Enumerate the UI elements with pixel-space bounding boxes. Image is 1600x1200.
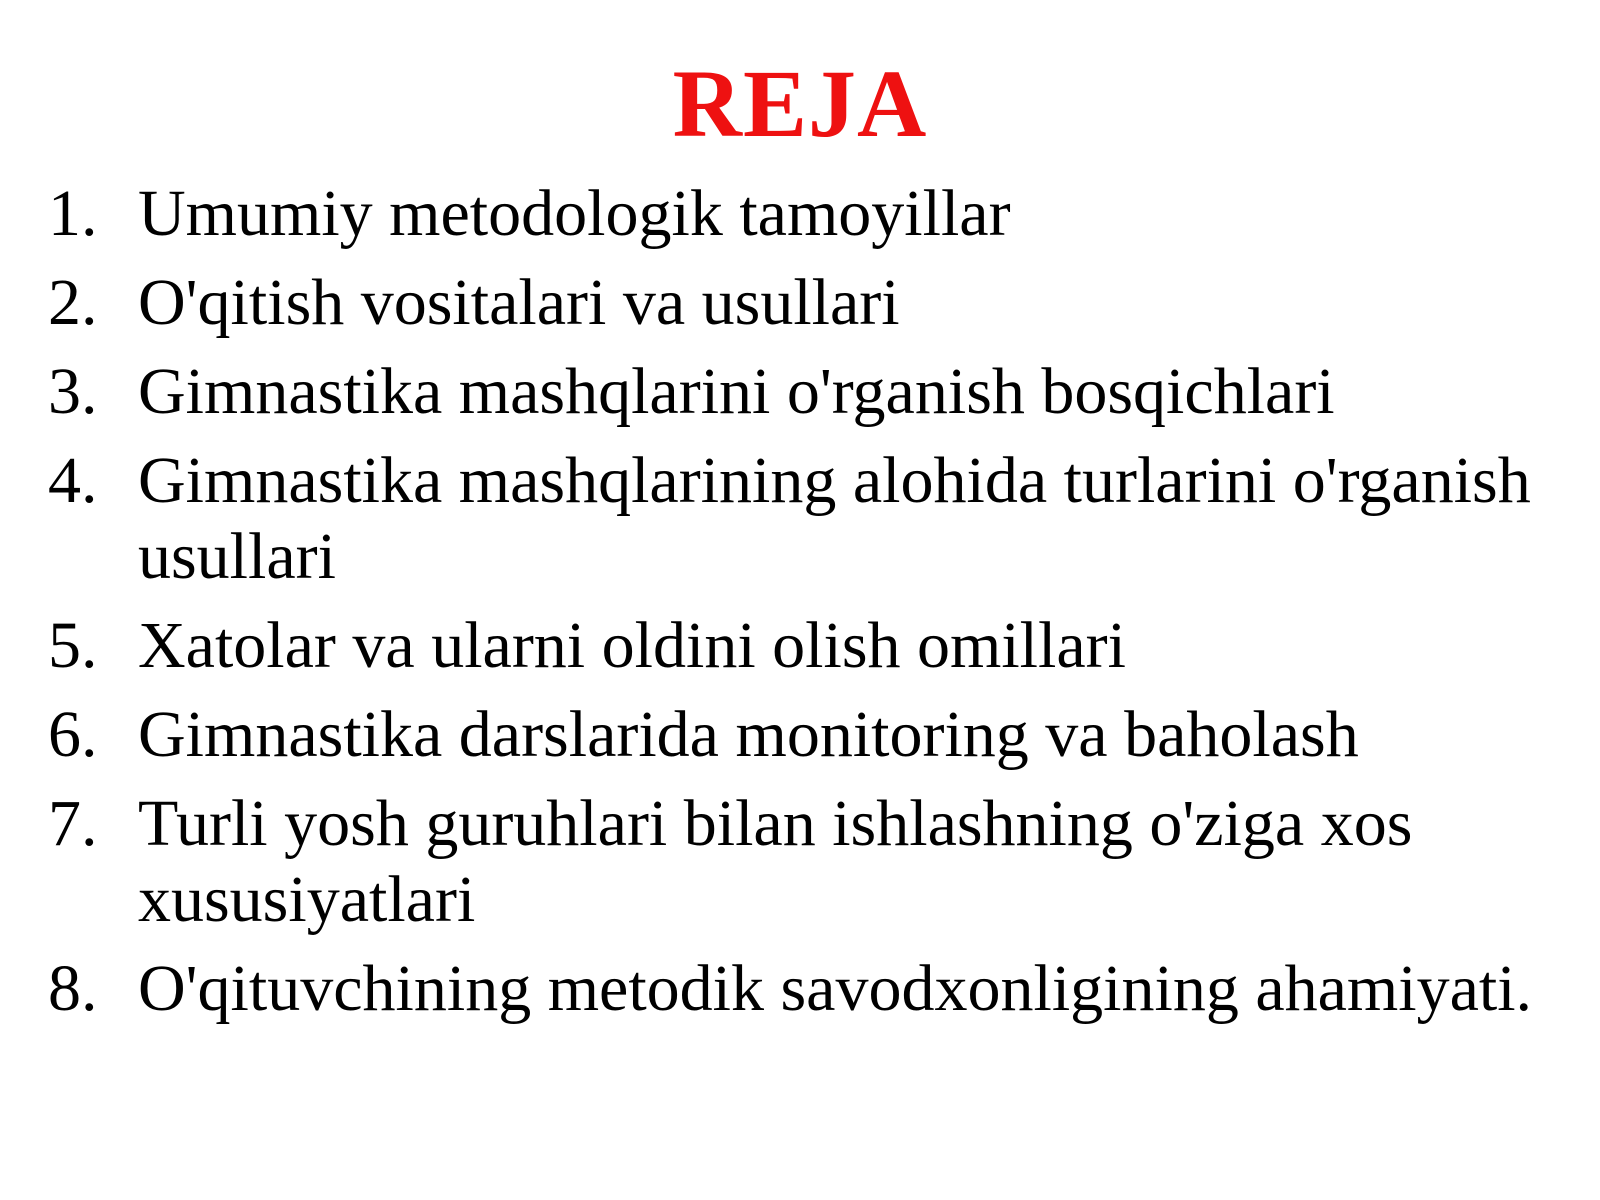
plan-item-text: Turli yosh guruhlari bilan ishlashning o'ziga xos xususiyatlari (138, 787, 1413, 936)
plan-item-number: 8. (48, 952, 98, 1025)
plan-item-1 (48, 176, 1578, 252)
plan-item-number: 2. (48, 266, 98, 339)
plan-item-text: Gimnastika mashqlarini o'rganish bosqichlari (138, 355, 1335, 428)
plan-item-6 (48, 697, 1578, 773)
plan-item-text: Umumiy metodologik tamoyillar (138, 177, 1011, 250)
plan-item-text: Xatolar va ularni oldini olish omillari (138, 609, 1126, 682)
plan-item-number: 7. (48, 787, 98, 860)
plan-item-text: O'qituvchining metodik savodxonligining ahamiyati. (138, 952, 1533, 1025)
plan-item-number: 4. (48, 444, 98, 517)
plan-item-text: Gimnastika darslarida monitoring va baholash (138, 698, 1359, 771)
plan-item-number: 6. (48, 698, 98, 771)
plan-item-4 (48, 443, 1578, 595)
plan-item-text: O'qitish vositalari va usullari (138, 266, 900, 339)
plan-item-number: 1. (48, 177, 98, 250)
plan-item-3 (48, 354, 1578, 430)
plan-item-text: Gimnastika mashqlarining alohida turlarini o'rganish usullari (138, 444, 1531, 593)
plan-item-8 (48, 951, 1578, 1027)
plan-item-2 (48, 265, 1578, 341)
plan-item-7 (48, 786, 1578, 938)
plan-list (48, 176, 1578, 1040)
plan-item-5 (48, 608, 1578, 684)
plan-item-number: 3. (48, 355, 98, 428)
slide-title: REJA (672, 50, 928, 157)
plan-item-number: 5. (48, 609, 98, 682)
